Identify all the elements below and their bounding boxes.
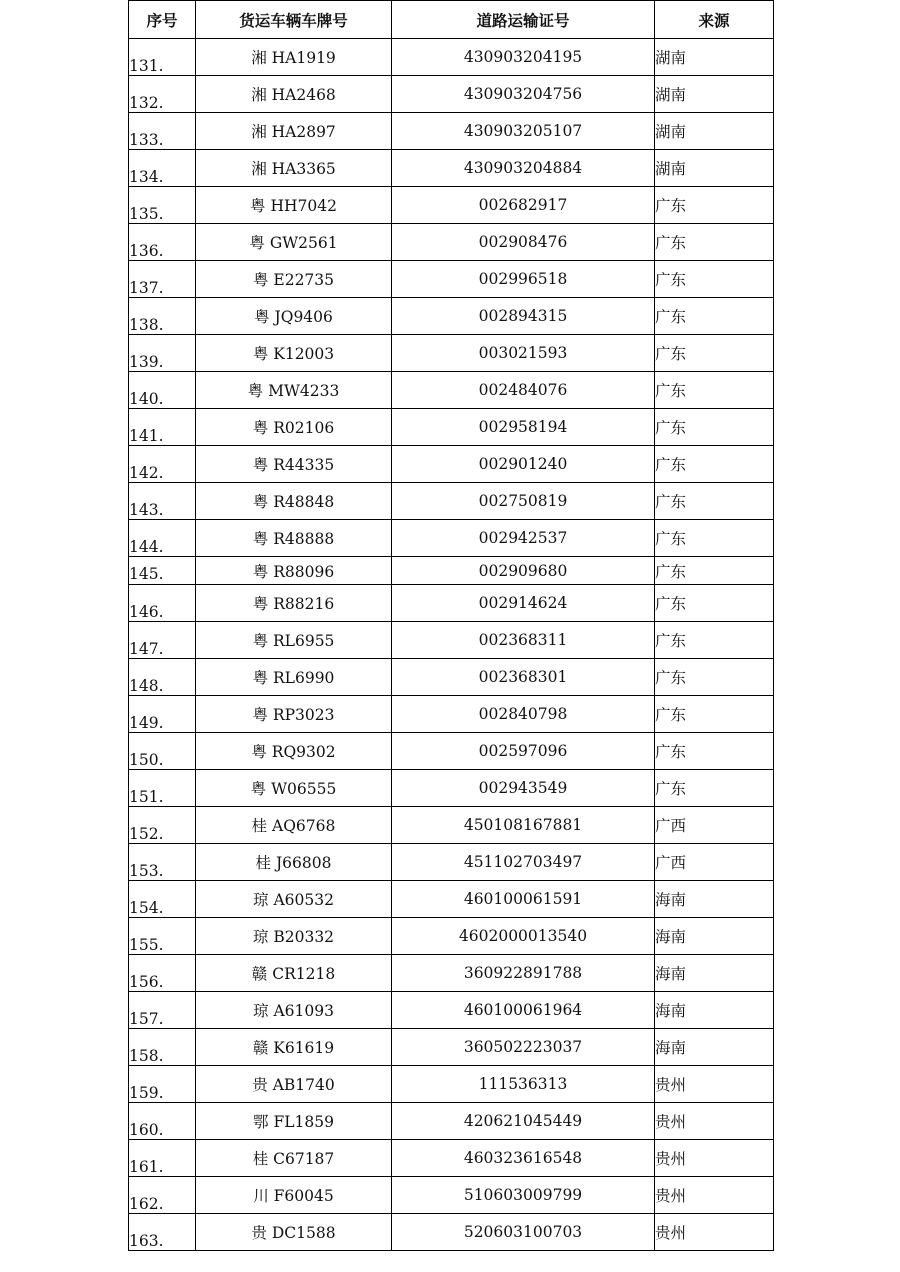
cell-plate: 鄂 FL1859	[196, 1103, 392, 1140]
cell-plate: 湘 HA1919	[196, 39, 392, 76]
cell-seq: 143.	[129, 483, 196, 520]
cell-source: 广东	[655, 520, 774, 557]
table-row	[129, 992, 774, 1029]
cell-plate: 桂 J66808	[196, 844, 392, 881]
cell-seq: 155.	[129, 918, 196, 955]
cell-source: 广东	[655, 298, 774, 335]
cell-source: 广东	[655, 557, 774, 585]
cell-seq: 147.	[129, 622, 196, 659]
cell-plate: 赣 CR1218	[196, 955, 392, 992]
table-row	[129, 76, 774, 113]
cell-plate: 粤 R88096	[196, 557, 392, 585]
table-row	[129, 113, 774, 150]
cell-plate: 琼 A61093	[196, 992, 392, 1029]
cell-seq: 149.	[129, 696, 196, 733]
table-row	[129, 1103, 774, 1140]
cell-seq: 133.	[129, 113, 196, 150]
cell-permit: 003021593	[392, 335, 655, 372]
cell-plate: 湘 HA3365	[196, 150, 392, 187]
cell-seq: 161.	[129, 1140, 196, 1177]
header-permit: 道路运输证号	[392, 1, 655, 39]
cell-plate: 赣 K61619	[196, 1029, 392, 1066]
cell-seq: 163.	[129, 1214, 196, 1251]
header-seq: 序号	[129, 1, 196, 39]
cell-source: 广东	[655, 187, 774, 224]
cell-source: 海南	[655, 992, 774, 1029]
cell-permit: 450108167881	[392, 807, 655, 844]
cell-source: 海南	[655, 1029, 774, 1066]
cell-source: 湖南	[655, 113, 774, 150]
cell-permit: 430903204195	[392, 39, 655, 76]
cell-plate: 粤 R48848	[196, 483, 392, 520]
cell-permit: 510603009799	[392, 1177, 655, 1214]
cell-seq: 156.	[129, 955, 196, 992]
cell-permit: 520603100703	[392, 1214, 655, 1251]
cell-source: 广东	[655, 696, 774, 733]
cell-source: 广西	[655, 807, 774, 844]
table-row	[129, 409, 774, 446]
table-row	[129, 557, 774, 585]
vehicle-table	[128, 0, 774, 1251]
table-row	[129, 298, 774, 335]
cell-plate: 粤 R48888	[196, 520, 392, 557]
cell-seq: 141.	[129, 409, 196, 446]
cell-source: 湖南	[655, 39, 774, 76]
table-row	[129, 659, 774, 696]
cell-plate: 湘 HA2897	[196, 113, 392, 150]
cell-plate: 粤 K12003	[196, 335, 392, 372]
table-row	[129, 372, 774, 409]
cell-permit: 360922891788	[392, 955, 655, 992]
cell-permit: 002484076	[392, 372, 655, 409]
table-row	[129, 1029, 774, 1066]
cell-seq: 162.	[129, 1177, 196, 1214]
cell-permit: 4602000013540	[392, 918, 655, 955]
cell-seq: 158.	[129, 1029, 196, 1066]
table-row	[129, 918, 774, 955]
cell-source: 广东	[655, 372, 774, 409]
table-row	[129, 335, 774, 372]
cell-source: 湖南	[655, 150, 774, 187]
cell-seq: 145.	[129, 557, 196, 585]
cell-seq: 135.	[129, 187, 196, 224]
table-row	[129, 150, 774, 187]
cell-permit: 430903204756	[392, 76, 655, 113]
cell-source: 海南	[655, 881, 774, 918]
cell-permit: 002996518	[392, 261, 655, 298]
table-row	[129, 520, 774, 557]
cell-plate: 琼 A60532	[196, 881, 392, 918]
table-row	[129, 446, 774, 483]
cell-plate: 琼 B20332	[196, 918, 392, 955]
cell-permit: 002840798	[392, 696, 655, 733]
cell-seq: 157.	[129, 992, 196, 1029]
header-source: 来源	[655, 1, 774, 39]
table-row	[129, 1066, 774, 1103]
cell-source: 广东	[655, 733, 774, 770]
cell-permit: 430903205107	[392, 113, 655, 150]
cell-source: 湖南	[655, 76, 774, 113]
cell-permit: 111536313	[392, 1066, 655, 1103]
cell-seq: 160.	[129, 1103, 196, 1140]
cell-permit: 002368301	[392, 659, 655, 696]
cell-permit: 420621045449	[392, 1103, 655, 1140]
cell-permit: 360502223037	[392, 1029, 655, 1066]
cell-seq: 136.	[129, 224, 196, 261]
cell-source: 贵州	[655, 1103, 774, 1140]
cell-permit: 002682917	[392, 187, 655, 224]
cell-permit: 002750819	[392, 483, 655, 520]
cell-source: 海南	[655, 918, 774, 955]
cell-permit: 002901240	[392, 446, 655, 483]
cell-permit: 002914624	[392, 585, 655, 622]
cell-plate: 粤 R88216	[196, 585, 392, 622]
table-row	[129, 1214, 774, 1251]
cell-source: 广东	[655, 446, 774, 483]
cell-permit: 460100061591	[392, 881, 655, 918]
cell-seq: 153.	[129, 844, 196, 881]
cell-permit: 430903204884	[392, 150, 655, 187]
cell-source: 海南	[655, 955, 774, 992]
table-row	[129, 187, 774, 224]
cell-seq: 159.	[129, 1066, 196, 1103]
cell-plate: 粤 W06555	[196, 770, 392, 807]
cell-seq: 148.	[129, 659, 196, 696]
table-row	[129, 1140, 774, 1177]
cell-source: 广东	[655, 585, 774, 622]
cell-seq: 146.	[129, 585, 196, 622]
cell-seq: 134.	[129, 150, 196, 187]
cell-seq: 140.	[129, 372, 196, 409]
table-row	[129, 844, 774, 881]
table-row	[129, 696, 774, 733]
cell-seq: 139.	[129, 335, 196, 372]
cell-permit: 002597096	[392, 733, 655, 770]
cell-permit: 002909680	[392, 557, 655, 585]
cell-plate: 粤 HH7042	[196, 187, 392, 224]
table-row	[129, 1177, 774, 1214]
cell-plate: 粤 R02106	[196, 409, 392, 446]
cell-source: 广东	[655, 261, 774, 298]
cell-plate: 粤 MW4233	[196, 372, 392, 409]
cell-plate: 贵 AB1740	[196, 1066, 392, 1103]
cell-plate: 湘 HA2468	[196, 76, 392, 113]
cell-plate: 粤 RP3023	[196, 696, 392, 733]
cell-plate: 粤 RL6990	[196, 659, 392, 696]
cell-source: 贵州	[655, 1177, 774, 1214]
cell-source: 贵州	[655, 1066, 774, 1103]
cell-seq: 131.	[129, 39, 196, 76]
cell-seq: 142.	[129, 446, 196, 483]
cell-seq: 132.	[129, 76, 196, 113]
cell-plate: 桂 C67187	[196, 1140, 392, 1177]
cell-plate: 粤 E22735	[196, 261, 392, 298]
cell-seq: 151.	[129, 770, 196, 807]
header-plate: 货运车辆车牌号	[196, 1, 392, 39]
cell-permit: 002942537	[392, 520, 655, 557]
cell-source: 广东	[655, 335, 774, 372]
cell-source: 广东	[655, 409, 774, 446]
cell-permit: 451102703497	[392, 844, 655, 881]
cell-plate: 粤 RQ9302	[196, 733, 392, 770]
cell-source: 贵州	[655, 1140, 774, 1177]
cell-seq: 137.	[129, 261, 196, 298]
cell-plate: 桂 AQ6768	[196, 807, 392, 844]
table-row	[129, 483, 774, 520]
cell-source: 广东	[655, 483, 774, 520]
cell-permit: 460323616548	[392, 1140, 655, 1177]
cell-permit: 002943549	[392, 770, 655, 807]
table-row	[129, 39, 774, 76]
table-row	[129, 770, 774, 807]
cell-plate: 粤 RL6955	[196, 622, 392, 659]
table-row	[129, 622, 774, 659]
cell-source: 广东	[655, 659, 774, 696]
cell-seq: 150.	[129, 733, 196, 770]
cell-source: 广东	[655, 622, 774, 659]
cell-seq: 152.	[129, 807, 196, 844]
cell-source: 广东	[655, 770, 774, 807]
table-row	[129, 955, 774, 992]
table-row	[129, 881, 774, 918]
cell-permit: 002368311	[392, 622, 655, 659]
cell-plate: 粤 JQ9406	[196, 298, 392, 335]
cell-seq: 144.	[129, 520, 196, 557]
table-row	[129, 733, 774, 770]
cell-permit: 002894315	[392, 298, 655, 335]
cell-plate: 粤 GW2561	[196, 224, 392, 261]
cell-permit: 002958194	[392, 409, 655, 446]
table-row	[129, 585, 774, 622]
cell-plate: 川 F60045	[196, 1177, 392, 1214]
cell-seq: 138.	[129, 298, 196, 335]
table-row	[129, 224, 774, 261]
cell-source: 广东	[655, 224, 774, 261]
cell-plate: 粤 R44335	[196, 446, 392, 483]
cell-plate: 贵 DC1588	[196, 1214, 392, 1251]
table-row	[129, 807, 774, 844]
cell-source: 广西	[655, 844, 774, 881]
table-row	[129, 261, 774, 298]
cell-source: 贵州	[655, 1214, 774, 1251]
table-header-row	[129, 1, 774, 39]
cell-seq: 154.	[129, 881, 196, 918]
cell-permit: 460100061964	[392, 992, 655, 1029]
cell-permit: 002908476	[392, 224, 655, 261]
